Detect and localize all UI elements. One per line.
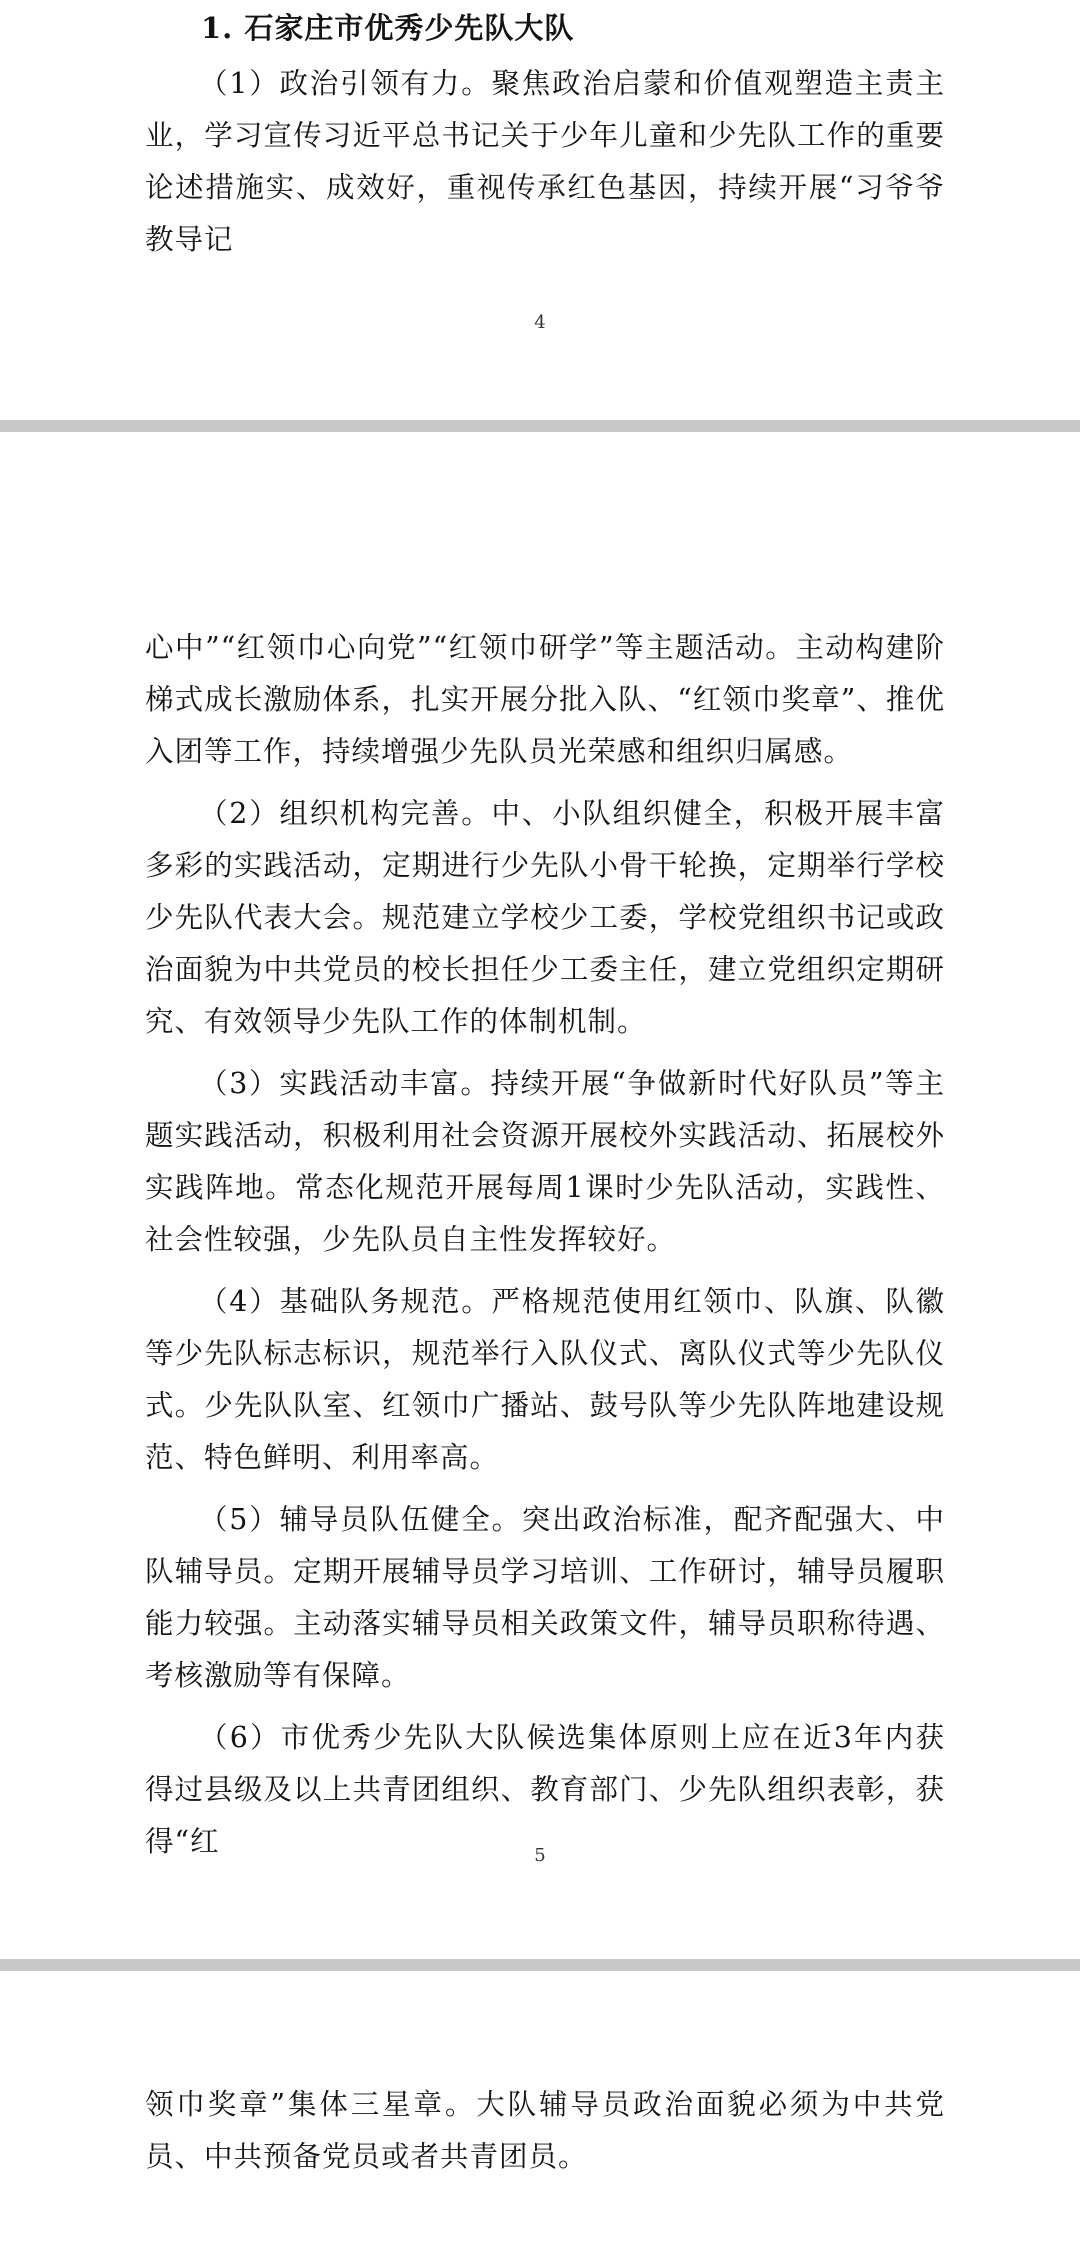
paragraph-continuation: 领巾奖章”集体三星章。大队辅导员政治面貌必须为中共党员、中共预备党员或者共青团员。 [145, 2088, 945, 2173]
document-page-6 [0, 1971, 1080, 2266]
paragraph-organization: （2）组织机构完善。中、小队组织健全，积极开展丰富多彩的实践活动，定期进行少先队小骨干轮换，定期举行学校少先队代表大会。规范建立学校少工委，学校党组织书记或政治面貌为中共党员的校长担任少工委主任，建立党组织定期研究、有效领导少先队工作的体制机制。 [145, 797, 945, 1038]
page-number: 4 [534, 312, 546, 333]
page-number: 5 [534, 1845, 546, 1866]
paragraph-political-guidance: （1）政治引领有力。聚焦政治启蒙和价值观塑造主责主业，学习宣传习近平总书记关于少年儿童和少先队工作的重要论述措施实、成效好，重视传承红色基因，持续开展“习爷爷教导记 [145, 67, 945, 256]
page-separator [0, 420, 1080, 432]
section-heading: 1. 石家庄市优秀少先队大队 [201, 11, 575, 45]
page-content [145, 2079, 945, 2193]
paragraph-continuation: 心中”“红领巾心向党”“红领巾研学”等主题活动。主动构建阶梯式成长激励体系，扎实开展分批入队、“红领巾奖章”、推优入团等工作，持续增强少先队员光荣感和组织归属感。 [145, 631, 945, 768]
document-page-5 [0, 432, 1080, 1959]
page-content [145, 2, 945, 276]
paragraph-basic-affairs: （4）基础队务规范。严格规范使用红领巾、队旗、队徽等少先队标志标识，规范举行入队仪式、离队仪式等少先队仪式。少先队队室、红领巾广播站、鼓号队等少先队阵地建设规范、特色鲜明、利用率高。 [145, 1285, 945, 1474]
paragraph-counselor-team: （5）辅导员队伍健全。突出政治标准，配齐配强大、中队辅导员。定期开展辅导员学习培训、工作研讨，辅导员履职能力较强。主动落实辅导员相关政策文件，辅导员职称待遇、考核激励等有保障。 [145, 1503, 945, 1692]
document-page-4 [0, 0, 1080, 420]
paragraph-candidate-requirements: （6）市优秀少先队大队候选集体原则上应在近3年内获得过县级及以上共青团组织、教育部门、少先队组织表彰，获得“红 [145, 1721, 945, 1858]
page-content [145, 622, 945, 1878]
paragraph-practice-activities: （3）实践活动丰富。持续开展“争做新时代好队员”等主题实践活动，积极利用社会资源开展校外实践活动、拓展校外实践阵地。常态化规范开展每周1课时少先队活动，实践性、社会性较强，少先队员自主性发挥较好。 [145, 1067, 945, 1256]
page-separator [0, 1959, 1080, 1971]
